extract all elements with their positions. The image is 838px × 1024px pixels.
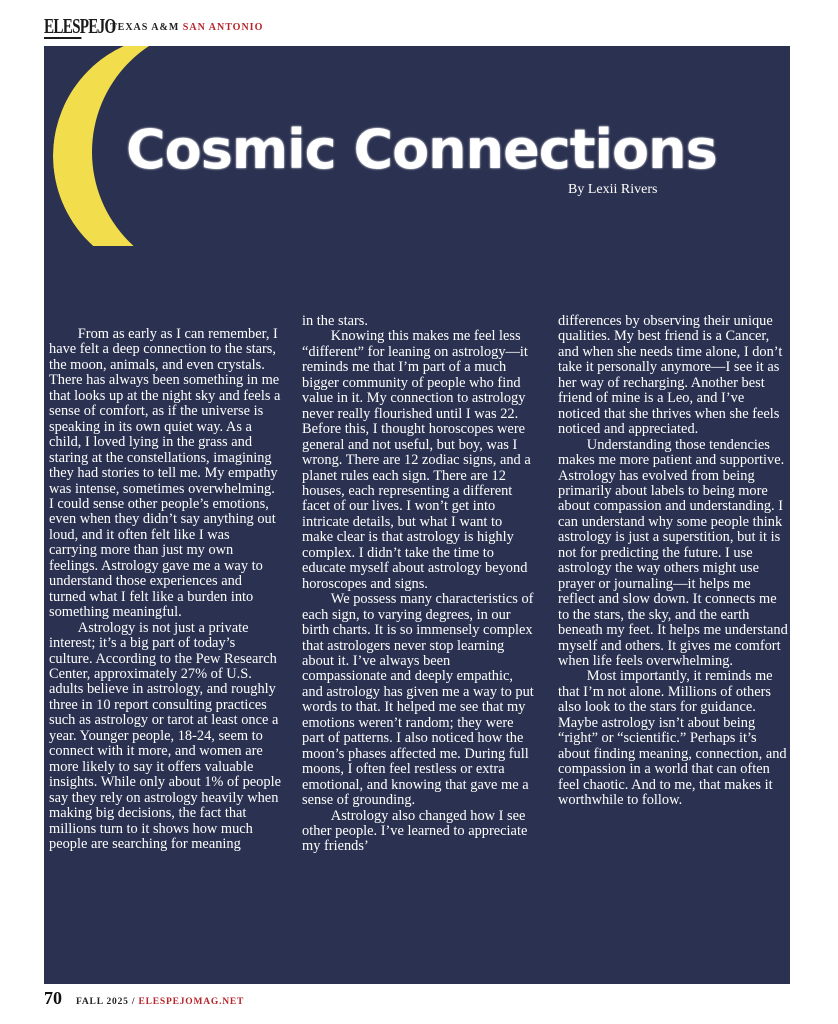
magazine-logo: ELESPEJO: [44, 13, 116, 38]
paragraph: Most importantly, it reminds me that I’m not alone. Millions of others also look to the stars for guidance. Maybe astrology isn’t about being “right” or “scientific.” Perhaps it’s about finding meaning, connection, and compassion in a world that can often feel chaotic. And to me, that makes it worthwhile to follow.: [558, 668, 787, 809]
website-link[interactable]: ELESPEJOMAG.NET: [138, 997, 245, 1007]
paragraph: Astrology also changed how I see other people. I’ve learned to appreciate my friends’: [302, 807, 528, 855]
issue-date: FALL 2025 /: [76, 997, 139, 1007]
paragraph: in the stars.: [302, 313, 368, 329]
institution-label: [110, 22, 263, 33]
paragraph: Knowing this makes me feel less “different” for leaning on astrology—it reminds me that I’m part of a much bigger community of people who find value in it. My connection to astrology never really flourished until I was 22. Before this, I thought horoscopes were general and not useful, but boy, was I wrong. There are 12 zodiac signs, and a planet rules each sign. There are 12 houses, each representing a different facet of our lives. I won’t get into intricate details, but what I want to make clear is that astrology is highly complex. I didn’t take the time to educate myself about astrology beyond horoscopes and signs.: [302, 328, 531, 592]
paragraph: Astrology is not just a private interest; it’s a big part of today’s culture. According to the Pew Research Center, approximately 27% of U.S. adults believe in astrology, and roughly three in 10 report consulting practices such as astrology or tarot at least once a year. Younger people, 18-24, seem to connect with it more, and women are more likely to say it offers valuable insights. While only about 1% of people say they rely on astrology heavily when making big decisions, the fact that millions turn to it shows how much people are searching for meaning: [49, 619, 281, 852]
paragraph: We possess many characteristics of each sign, to varying degrees, in our birth charts. It is so immensely complex that astrologers never stop learning about it. I’ve always been compassionate and deeply empathic, and astrology has given me a way to put words to that. It helped me see that my emotions weren’t random; they were part of patterns. I also noticed how the moon’s phases affected me. During full moons, I often feel restless or extra emotional, and knowing that gave me a sense of grounding.: [302, 591, 534, 809]
article-panel: [44, 46, 790, 984]
paragraph: differences by observing their unique qualities. My best friend is a Cancer, and when she needs time alone, I don’t take it personally anymore—I see it as her way of recharging. Another best friend of mine is a Leo, and I’ve noticed that she thrives when she feels noticed and appreciated.: [558, 313, 783, 438]
institution-city: SAN ANTONIO: [182, 21, 264, 33]
article-column-2: [302, 314, 534, 855]
article-title: Cosmic Connections: [126, 118, 717, 181]
paragraph: Understanding those tendencies makes me more patient and supportive. Astrology has evolved from being primarily about labels to being more about compassion and understanding. I can understand why some people think astrology is just a superstition, but it is not for predicting the future. I use astrology the way others might use prayer or journaling—it helps me reflect and slow down. It connects me to the stars, the sky, and the earth beneath my feet. It helps me understand myself and others. It gives me comfort when life feels overwhelming.: [558, 436, 788, 669]
paragraph: From as early as I can remember, I have felt a deep connection to the stars, the moon, animals, and even crystals. There has always been something in me that looks up at the night sky and feels a sense of comfort, as if the universe is speaking in its own quiet way. As a child, I loved lying in the grass and staring at the constellations, imagining they had stories to tell me. My empathy was intense, sometimes overwhelming. I could sense other people’s emotions, even when they didn’t say anything out loud, and it often felt like I was carrying more than just my own feelings. Astrology gave me a way to understand those experiences and turned what I felt like a burden into something meaningful.: [49, 326, 281, 621]
institution-name: TEXAS A&M: [110, 21, 180, 33]
byline: By Lexii Rivers: [568, 182, 658, 197]
issue-label: [76, 997, 244, 1007]
article-column-3: [558, 314, 790, 809]
page-footer: [44, 988, 244, 1009]
page-number: 70: [44, 988, 62, 1008]
article-column-1: [49, 327, 281, 852]
masthead: [44, 14, 263, 40]
